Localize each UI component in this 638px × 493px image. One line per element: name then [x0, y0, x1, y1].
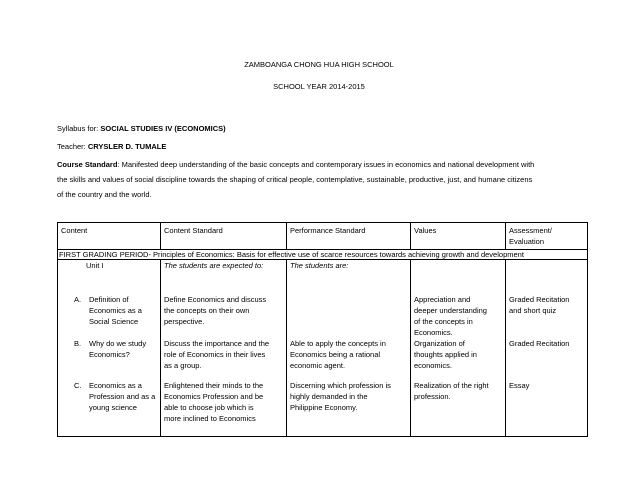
row-a-content-3: Social Science	[89, 317, 139, 326]
course-standard-line1: : Manifested deep understanding of the basic concepts and contemporary issues in economics and national development with	[117, 160, 535, 169]
row-c-marker: C.	[74, 381, 82, 390]
row-a-assess-1: Graded Recitation	[509, 295, 570, 304]
table-bottom-border	[57, 436, 588, 437]
row-c-values-2: profession.	[414, 392, 451, 401]
table-right-border	[587, 222, 588, 437]
row-c-content-1: Economics as a	[89, 381, 142, 390]
row-b-cs-2: role of Economics in their lives	[164, 350, 266, 359]
row-c-assessment	[509, 380, 529, 391]
col-sep-3h	[410, 222, 411, 249]
row-b-content-1: Why do we study	[89, 339, 147, 348]
col-sep-2h	[286, 222, 287, 249]
row-b-values-3: economics.	[414, 361, 452, 370]
row-b-cs-1: Discuss the importance and the	[164, 339, 270, 348]
row-a-assessment	[509, 294, 569, 316]
row-c-performance	[290, 380, 391, 413]
row-a-marker: A.	[74, 295, 82, 304]
course-standard-line2: the skills and values of social discipline towards the shaping of critical people, contemplative, sustainable, productive, just, and humane citizens	[57, 175, 533, 184]
col-sep-1h	[160, 222, 161, 249]
row-b-content	[89, 338, 146, 360]
syllabus-label: Syllabus for:	[57, 124, 101, 133]
row-b-content-2: Economics?	[89, 350, 130, 359]
row-c-values-1: Realization of the right	[414, 381, 489, 390]
table-left-border	[57, 222, 58, 437]
unit-label: Unit I	[86, 261, 104, 270]
syllabus-line	[57, 124, 226, 133]
header-content-standard: Content Standard	[164, 226, 223, 235]
row-a-values-1: Appreciation and	[414, 295, 471, 304]
row-b-perf-2: Economics being a rational	[290, 350, 381, 359]
school-name: ZAMBOANGA CHONG HUA HIGH SCHOOL	[244, 60, 394, 69]
header-content: Content	[61, 226, 88, 235]
row-c-perf-2: highly demanded in the	[290, 392, 368, 401]
col-sep-2	[286, 259, 287, 436]
teacher-label: Teacher:	[57, 142, 88, 151]
school-year: SCHOOL YEAR 2014-2015	[273, 82, 365, 91]
row-a-content-1: Definition of	[89, 295, 129, 304]
are-label: The students are:	[290, 261, 349, 270]
header-values: Values	[414, 226, 437, 235]
row-a-values-4: Economics.	[414, 328, 453, 337]
row-b-assessment	[509, 338, 569, 349]
row-a-values-3: of the concepts in	[414, 317, 473, 326]
syllabus-value: SOCIAL STUDIES IV (ECONOMICS)	[100, 124, 226, 133]
row-a-assess-2: and short quiz	[509, 306, 557, 315]
row-a-content-standard	[164, 294, 266, 327]
row-b-values-2: thoughts applied in	[414, 350, 477, 359]
row-b-values-1: Organization of	[414, 339, 465, 348]
row-c-perf-1: Discerning which profession is	[290, 381, 391, 390]
row-b-performance	[290, 338, 386, 371]
expected-label: The students are expected to:	[164, 261, 264, 270]
teacher-line	[57, 142, 166, 151]
row-c-content-3: young science	[89, 403, 137, 412]
teacher-value: CRYSLER D. TUMALE	[87, 142, 167, 151]
course-standard	[57, 157, 587, 202]
row-a-cs-2: the concepts on their own	[164, 306, 250, 315]
row-c-content-standard	[164, 380, 263, 424]
row-a-cs-1: Define Economics and discuss	[164, 295, 267, 304]
col-sep-1	[160, 259, 161, 436]
row-b-marker: B.	[74, 339, 82, 348]
col-sep-3	[410, 259, 411, 436]
col-sep-4	[505, 259, 506, 436]
course-standard-label: Course Standard	[57, 160, 118, 169]
header-assessment: Assessment/	[509, 226, 552, 235]
row-c-cs-1: Enlightened their minds to the	[164, 381, 264, 390]
header-evaluation: Evaluation	[509, 237, 545, 246]
row-a-values	[414, 294, 487, 338]
row-b-perf-3: economic agent.	[290, 361, 346, 370]
row-a-content-2: Economics as a	[89, 306, 142, 315]
row-c-content-2: Profession and as a	[89, 392, 156, 401]
period-row: FIRST GRADING PERIOD- Principles of Economics: Basis for effective use of scarce resources towards achieving growth and development	[59, 250, 524, 259]
course-standard-line3: of the country and the world.	[57, 190, 152, 199]
table-top-border	[57, 222, 588, 223]
row-a-content	[89, 294, 142, 327]
row-c-cs-2: Economics Profession and be	[164, 392, 264, 401]
row-c-assess-1: Essay	[509, 381, 530, 390]
row-c-values	[414, 380, 489, 402]
row-a-cs-3: perspective.	[164, 317, 205, 326]
row-b-values	[414, 338, 477, 371]
row-b-assess-1: Graded Recitation	[509, 339, 570, 348]
row-c-cs-3: able to choose job which is	[164, 403, 254, 412]
row-c-cs-4: more inclined to Economics	[164, 414, 256, 423]
row-c-perf-3: Philippine Economy.	[290, 403, 358, 412]
row-b-content-standard	[164, 338, 269, 371]
row-b-perf-1: Able to apply the concepts in	[290, 339, 386, 348]
col-sep-4h	[505, 222, 506, 249]
header-performance-standard: Performance Standard	[290, 226, 366, 235]
row-b-cs-3: as a group.	[164, 361, 202, 370]
row-c-content	[89, 380, 155, 413]
row-a-values-2: deeper understanding	[414, 306, 487, 315]
